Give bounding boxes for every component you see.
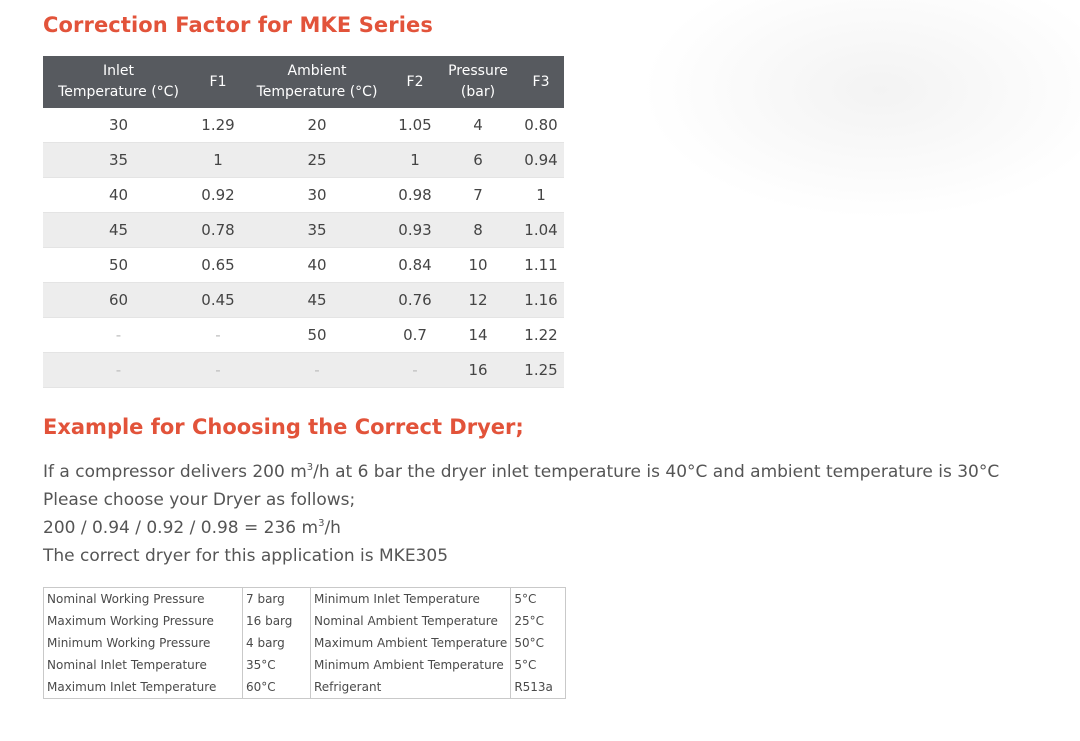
table-cell: 60 xyxy=(43,283,194,318)
table-cell: 6 xyxy=(438,143,518,178)
table-cell: 35 xyxy=(43,143,194,178)
table-cell: - xyxy=(392,353,438,388)
header-pressure: Pressure (bar) xyxy=(438,56,518,108)
table-row xyxy=(43,108,564,143)
table-cell: 20 xyxy=(242,108,392,143)
spec-value: 25°C xyxy=(514,614,544,628)
table-row xyxy=(43,143,564,178)
example-calculation: 200 / 0.94 / 0.92 / 0.98 = 236 $m^3/h$ xyxy=(43,518,341,538)
spec-value: 4 barg xyxy=(243,632,311,654)
table-cell: 30 xyxy=(242,178,392,213)
header-inlet-temperature: Inlet Temperature (°C) xyxy=(43,56,194,108)
table-cell: 0.65 xyxy=(194,248,242,283)
spec-value: 5°C xyxy=(514,658,537,672)
table-cell: 1.05 xyxy=(392,108,438,143)
spec-row xyxy=(44,676,566,699)
table-cell: 50 xyxy=(43,248,194,283)
table-row xyxy=(43,178,564,213)
spec-label: Maximum Inlet Temperature xyxy=(44,676,243,699)
table-cell: 16 xyxy=(438,353,518,388)
example-heading: Example for Choosing the Correct Dryer; xyxy=(43,415,524,439)
table-cell: 12 xyxy=(438,283,518,318)
correction-factor-table xyxy=(43,56,564,388)
spec-row xyxy=(44,632,566,654)
table-row xyxy=(43,353,564,388)
spec-row xyxy=(44,654,566,676)
table-cell: 1 xyxy=(194,143,242,178)
table-row xyxy=(43,213,564,248)
spec-value: 16 barg xyxy=(243,610,311,632)
spec-value: 35°C xyxy=(243,654,311,676)
table-cell: 0.94 xyxy=(518,143,564,178)
spec-value: 50°C xyxy=(514,636,544,650)
header-ambient-temperature: Ambient Temperature (°C) xyxy=(242,56,392,108)
table-cell: - xyxy=(43,318,194,353)
table-cell: 10 xyxy=(438,248,518,283)
table-cell: 45 xyxy=(242,283,392,318)
table-cell: 1 xyxy=(518,178,564,213)
table-cell: - xyxy=(194,353,242,388)
spec-label: Nominal Working Pressure xyxy=(44,588,243,611)
spec-row xyxy=(44,610,566,632)
spec-label: Minimum Inlet Temperature xyxy=(311,588,511,611)
table-cell: - xyxy=(194,318,242,353)
table-cell: 35 xyxy=(242,213,392,248)
table-cell: 1 xyxy=(392,143,438,178)
table-cell: 30 xyxy=(43,108,194,143)
table-cell: 0.84 xyxy=(392,248,438,283)
page-title: Correction Factor for MKE Series xyxy=(43,13,433,37)
table-cell: - xyxy=(242,353,392,388)
background-glow xyxy=(640,0,1080,220)
table-cell: 0.78 xyxy=(194,213,242,248)
table-cell: 0.45 xyxy=(194,283,242,318)
spec-value: 60°C xyxy=(243,676,311,699)
table-cell: 4 xyxy=(438,108,518,143)
spec-row xyxy=(44,588,566,611)
table-cell: 1.29 xyxy=(194,108,242,143)
table-row xyxy=(43,248,564,283)
table-cell: 25 xyxy=(242,143,392,178)
spec-value: 5°C xyxy=(514,592,537,606)
spec-label: Maximum Ambient Temperature xyxy=(311,632,511,654)
table-cell: 0.80 xyxy=(518,108,564,143)
header-f3: F3 xyxy=(518,56,564,108)
table-cell: - xyxy=(43,353,194,388)
table-cell: 14 xyxy=(438,318,518,353)
table-cell: 1.16 xyxy=(518,283,564,318)
table-cell: 0.7 xyxy=(392,318,438,353)
table-row xyxy=(43,283,564,318)
table-cell: 1.25 xyxy=(518,353,564,388)
table-cell: 1.11 xyxy=(518,248,564,283)
header-f2: F2 xyxy=(392,56,438,108)
specification-table xyxy=(43,587,566,699)
table-cell: 50 xyxy=(242,318,392,353)
table-cell: 8 xyxy=(438,213,518,248)
spec-label: Nominal Inlet Temperature xyxy=(44,654,243,676)
table-cell: 0.98 xyxy=(392,178,438,213)
table-cell: 45 xyxy=(43,213,194,248)
spec-label: Maximum Working Pressure xyxy=(44,610,243,632)
spec-value: 7 barg xyxy=(243,588,311,611)
table-cell: 0.92 xyxy=(194,178,242,213)
table-row xyxy=(43,318,564,353)
header-f1: F1 xyxy=(194,56,242,108)
table-cell: 1.22 xyxy=(518,318,564,353)
table-cell: 1.04 xyxy=(518,213,564,248)
example-text xyxy=(43,458,1043,570)
spec-label: Nominal Ambient Temperature xyxy=(311,610,511,632)
correction-table-header xyxy=(43,56,564,108)
spec-label: Refrigerant xyxy=(311,676,511,699)
table-cell: 40 xyxy=(43,178,194,213)
spec-label: Minimum Ambient Temperature xyxy=(311,654,511,676)
example-line-1: If a compressor delivers 200 $m^3/h$ at 6 bar the dryer inlet temperature is 40°C and ambient temperature is 30°C xyxy=(43,462,1000,482)
table-cell: 7 xyxy=(438,178,518,213)
table-cell: 0.76 xyxy=(392,283,438,318)
table-cell: 0.93 xyxy=(392,213,438,248)
spec-label: Minimum Working Pressure xyxy=(44,632,243,654)
spec-value: R513a xyxy=(514,680,553,694)
example-line-2: Please choose your Dryer as follows; xyxy=(43,490,356,510)
table-cell: 40 xyxy=(242,248,392,283)
example-conclusion: The correct dryer for this application is MKE305 xyxy=(43,546,449,566)
